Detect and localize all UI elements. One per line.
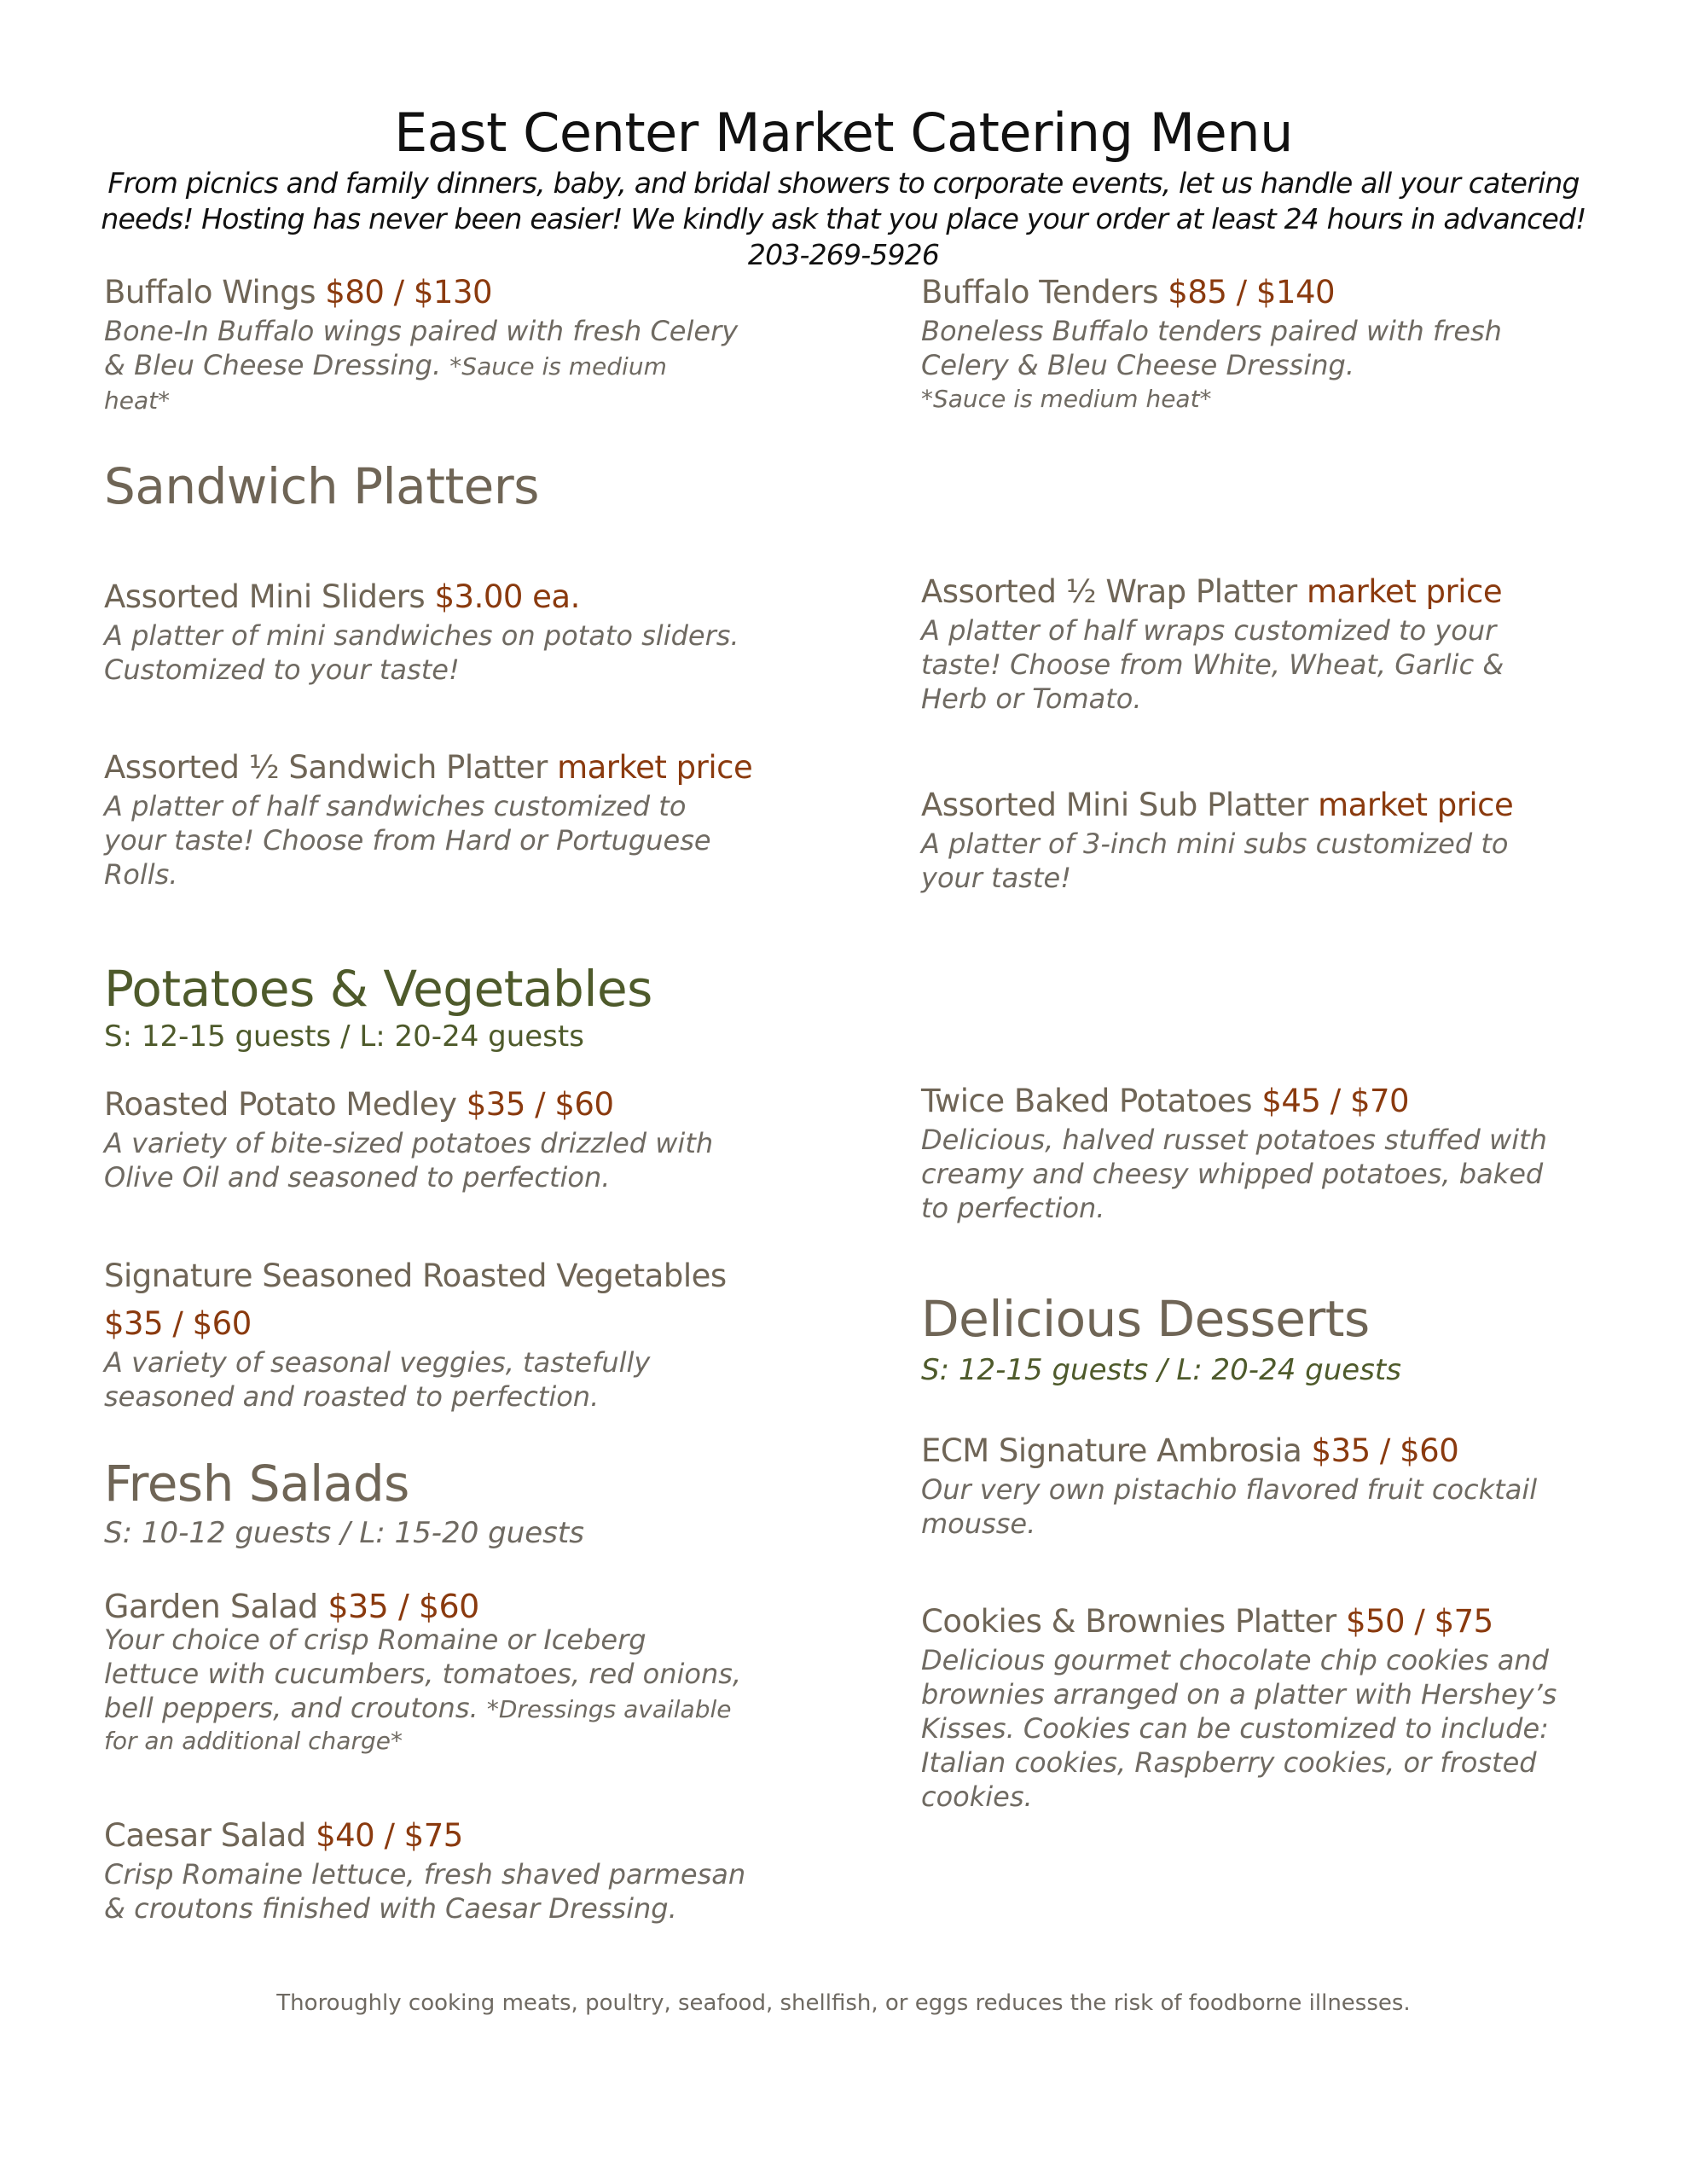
item-description <box>104 1126 778 1194</box>
item-description <box>921 613 1595 716</box>
item-description <box>921 314 1595 416</box>
item-description <box>104 1345 778 1414</box>
item-name: Buffalo Tenders <box>921 274 1159 311</box>
item-heading <box>104 1815 778 1857</box>
item-heading <box>921 1080 1595 1123</box>
menu-item-twice-baked-potatoes <box>921 1080 1595 1225</box>
desc-line: taste! Choose from White, Wheat, Garlic & <box>921 648 1504 681</box>
desc-line: A platter of half wraps customized to your <box>921 614 1497 647</box>
item-note: heat* <box>104 386 171 415</box>
item-name: Twice Baked Potatoes <box>921 1083 1253 1119</box>
item-price: $35 / $60 <box>104 1305 252 1342</box>
item-price: $80 / $130 <box>325 274 493 311</box>
item-description <box>921 827 1595 895</box>
desc-line: Delicious gourmet chocolate chip cookies and <box>921 1644 1549 1676</box>
item-name: Garden Salad <box>104 1588 318 1625</box>
item-description <box>104 1623 778 1756</box>
section-title-fresh-salads: Fresh Salads <box>104 1455 409 1513</box>
desc-line: mousse. <box>921 1507 1036 1540</box>
item-name: Assorted ½ Sandwich Platter <box>104 749 548 786</box>
item-note: *Sauce is medium <box>449 352 667 380</box>
item-heading <box>104 746 778 789</box>
desc-line: Delicious, halved russet potatoes stuffed with <box>921 1124 1547 1156</box>
item-name: ECM Signature Ambrosia <box>921 1432 1302 1469</box>
desc-line: your taste! <box>921 862 1072 894</box>
item-name: Signature Seasoned Roasted Vegetables <box>104 1258 727 1294</box>
section-serving-size: S: 12-15 guests / L: 20-24 guests <box>921 1353 1401 1387</box>
food-safety-disclaimer: Thoroughly cooking meats, poultry, seafood, shellfish, or eggs reduces the risk of foodborne illnesses. <box>276 1990 1411 2016</box>
desc-line: Customized to your taste! <box>104 653 460 686</box>
desc-text: & Bleu Cheese Dressing. <box>104 349 442 381</box>
menu-item-garden-salad <box>104 1585 778 1756</box>
menu-item-buffalo-tenders <box>921 271 1595 416</box>
item-heading <box>104 1585 778 1628</box>
menu-item-half-sandwich-platter <box>104 746 778 892</box>
item-name: Cookies & Brownies Platter <box>921 1603 1336 1640</box>
menu-item-mini-sliders <box>104 576 778 687</box>
item-name: Assorted ½ Wrap Platter <box>921 573 1297 610</box>
desc-line: creamy and cheesy whipped potatoes, baked <box>921 1158 1544 1190</box>
menu-item-roasted-potato-medley <box>104 1083 778 1194</box>
item-heading <box>104 1255 778 1345</box>
intro-text <box>84 166 1603 273</box>
item-price: market price <box>557 749 753 786</box>
desc-text: bell peppers, and croutons. <box>104 1692 478 1724</box>
desc-line: Boneless Buffalo tenders paired with fresh <box>921 315 1502 347</box>
item-name: Caesar Salad <box>104 1817 306 1854</box>
desc-line: cookies. <box>921 1780 1033 1813</box>
item-description <box>104 314 778 418</box>
item-description <box>921 1643 1595 1814</box>
item-price: $35 / $60 <box>328 1588 479 1625</box>
desc-line: to perfection. <box>921 1192 1105 1224</box>
desc-line: Rolls. <box>104 858 178 891</box>
menu-item-roasted-vegetables <box>104 1255 778 1414</box>
desc-line: Celery & Bleu Cheese Dressing. <box>921 349 1354 381</box>
item-note: *Dressings available <box>486 1695 732 1723</box>
desc-line: A platter of half sandwiches customized to <box>104 790 687 822</box>
desc-line: Olive Oil and seasoned to perfection. <box>104 1161 611 1194</box>
desc-line: Bone-In Buffalo wings paired with fresh Celery <box>104 315 739 347</box>
item-heading <box>921 571 1595 613</box>
menu-item-ecm-ambrosia <box>921 1430 1595 1541</box>
item-note: *Sauce is medium heat* <box>921 385 1212 413</box>
menu-item-buffalo-wings <box>104 271 778 418</box>
section-title-delicious-desserts: Delicious Desserts <box>921 1290 1370 1348</box>
menu-item-mini-sub-platter <box>921 784 1595 895</box>
desc-line: A platter of mini sandwiches on potato sliders. <box>104 619 739 652</box>
menu-header <box>0 101 1687 273</box>
item-heading <box>921 1430 1595 1472</box>
desc-line <box>104 348 778 384</box>
item-name: Buffalo Wings <box>104 274 316 311</box>
phone-number: 203-269-5926 <box>747 238 940 271</box>
item-price: market price <box>1306 573 1503 610</box>
menu-item-wrap-platter <box>921 571 1595 716</box>
item-price: market price <box>1318 787 1514 823</box>
item-heading <box>921 271 1595 314</box>
section-title-potatoes-vegetables: Potatoes & Vegetables <box>104 960 652 1018</box>
desc-line: Herb or Tomato. <box>921 682 1142 715</box>
item-heading <box>104 1083 778 1126</box>
page-title: East Center Market Catering Menu <box>394 102 1293 164</box>
desc-line: brownies arranged on a platter with Hershey’s <box>921 1678 1557 1711</box>
desc-line: A variety of bite-sized potatoes drizzled with <box>104 1127 714 1159</box>
item-description <box>921 1472 1595 1541</box>
menu-item-caesar-salad <box>104 1815 778 1926</box>
item-price: $40 / $75 <box>316 1817 463 1854</box>
item-price: $50 / $75 <box>1345 1603 1493 1640</box>
item-heading <box>104 271 778 314</box>
item-heading <box>921 1600 1595 1643</box>
section-serving-size: S: 12-15 guests / L: 20-24 guests <box>104 1019 584 1054</box>
desc-line <box>104 1691 778 1727</box>
intro-line: needs! Hosting has never been easier! We kindly ask that you place your order at least 24 hours in advanced! <box>101 202 1586 235</box>
section-serving-size: S: 10-12 guests / L: 15-20 guests <box>104 1516 584 1550</box>
item-name: Roasted Potato Medley <box>104 1086 457 1123</box>
item-name: Assorted Mini Sub Platter <box>921 787 1308 823</box>
item-description <box>104 619 778 687</box>
desc-line: A variety of seasonal veggies, tastefully <box>104 1346 651 1379</box>
item-price: $35 / $60 <box>1311 1432 1459 1469</box>
menu-item-cookies-brownies <box>921 1600 1595 1814</box>
item-price: $3.00 ea. <box>434 578 580 615</box>
desc-line: Kisses. Cookies can be customized to include: <box>921 1712 1549 1745</box>
item-price: $45 / $70 <box>1261 1083 1410 1119</box>
section-title-sandwich-platters: Sandwich Platters <box>104 457 539 515</box>
desc-line: lettuce with cucumbers, tomatoes, red onions, <box>104 1658 742 1690</box>
item-note: for an additional charge* <box>104 1727 403 1755</box>
item-heading <box>921 784 1595 827</box>
desc-line: seasoned and roasted to perfection. <box>104 1380 600 1413</box>
desc-line: Crisp Romaine lettuce, fresh shaved parmesan <box>104 1858 746 1891</box>
item-price: $85 / $140 <box>1168 274 1336 311</box>
item-description <box>104 789 778 892</box>
desc-line: Italian cookies, Raspberry cookies, or frosted <box>921 1746 1537 1779</box>
desc-line: Our very own pistachio flavored fruit cocktail <box>921 1473 1538 1506</box>
desc-line: & croutons finished with Caesar Dressing. <box>104 1892 677 1925</box>
desc-line: Your choice of crisp Romaine or Iceberg <box>104 1623 646 1656</box>
desc-line: A platter of 3-inch mini subs customized to <box>921 828 1509 860</box>
item-name: Assorted Mini Sliders <box>104 578 426 615</box>
item-price: $35 / $60 <box>466 1086 614 1123</box>
item-heading <box>104 576 778 619</box>
desc-line: your taste! Choose from Hard or Portuguese <box>104 824 711 857</box>
item-description <box>104 1857 778 1926</box>
item-description <box>921 1123 1595 1225</box>
intro-line: From picnics and family dinners, baby, and bridal showers to corporate events, let us handle all your catering <box>107 166 1580 200</box>
